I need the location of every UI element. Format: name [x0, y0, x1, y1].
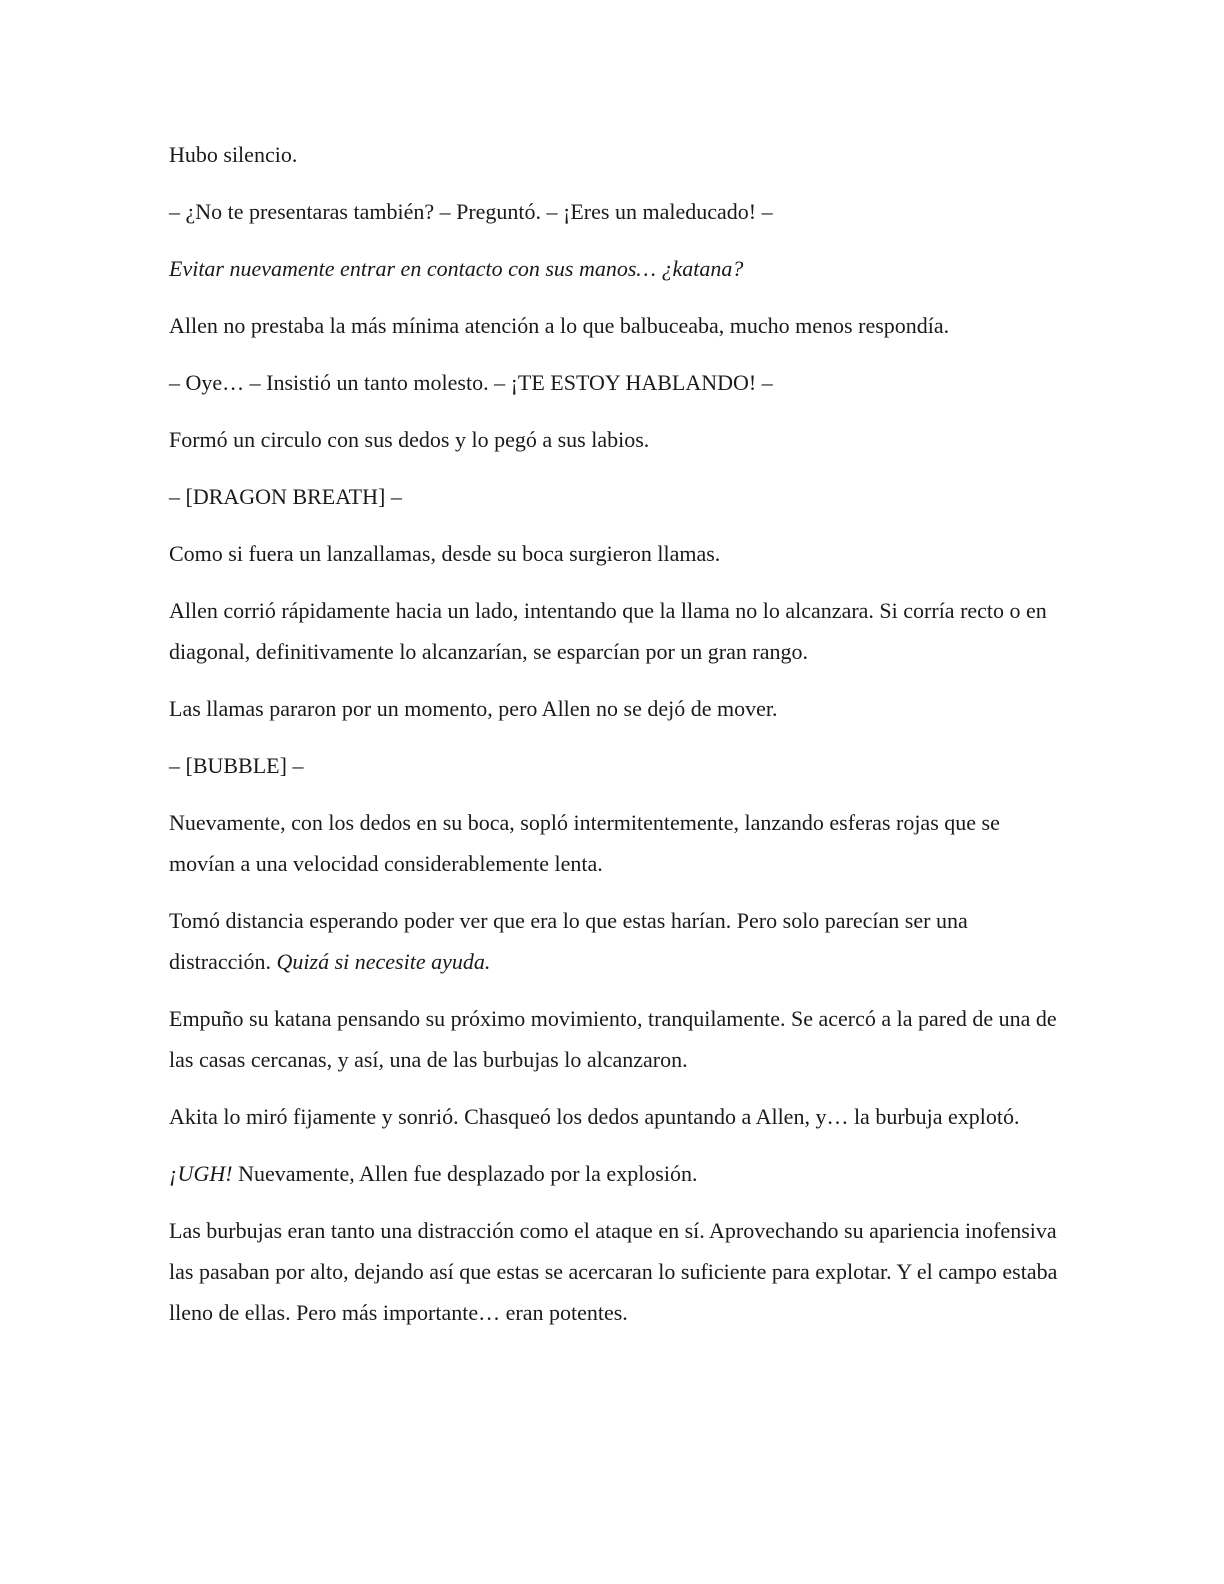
paragraph-text: Formó un circulo con sus dedos y lo pegó a sus labios. [169, 427, 650, 452]
paragraph [169, 305, 1059, 346]
paragraph [169, 191, 1059, 232]
paragraph-text: Las burbujas eran tanto una distracción como el ataque en sí. Aprovechando su apariencia inofensiva las pasaban por alto, dejando así que estas se acercaran lo suficiente para explotar. Y el campo estaba lleno de ellas. Pero más importante… eran potentes. [169, 1218, 1058, 1325]
paragraph-text: Empuño su katana pensando su próximo movimiento, tranquilamente. Se acercó a la pared de una de las casas cercanas, y así, una de las burbujas lo alcanzaron. [169, 1006, 1057, 1072]
paragraph [169, 802, 1059, 884]
paragraph-text: Allen corrió rápidamente hacia un lado, intentando que la llama no lo alcanzara. Si corría recto o en diagonal, definitivamente lo alcanzarían, se esparcían por un gran rango. [169, 598, 1047, 664]
paragraph-text: Allen no prestaba la más mínima atención a lo que balbuceaba, mucho menos respondía. [169, 313, 950, 338]
paragraph [169, 688, 1059, 729]
paragraph-text: – ¿No te presentaras también? – Preguntó. – ¡Eres un maleducado! – [169, 199, 773, 224]
document-body [169, 134, 1059, 1349]
paragraph-text: – Oye… – Insistió un tanto molesto. – ¡TE ESTOY HABLANDO! – [169, 370, 773, 395]
paragraph-text: Akita lo miró fijamente y sonrió. Chasqueó los dedos apuntando a Allen, y… la burbuja explotó. [169, 1104, 1020, 1129]
paragraph [169, 248, 1059, 289]
paragraph-italic-text: Evitar nuevamente entrar en contacto con sus manos… ¿katana? [169, 256, 744, 281]
paragraph [169, 134, 1059, 175]
paragraph-italic-text: ¡UGH! [169, 1161, 233, 1186]
paragraph-text: Tomó distancia esperando poder ver que era lo que estas harían. Pero solo parecían ser una distracción. [169, 908, 968, 974]
paragraph-text: Nuevamente, con los dedos en su boca, sopló intermitentemente, lanzando esferas rojas que se movían a una velocidad considerablemente lenta. [169, 810, 1000, 876]
paragraph [169, 476, 1059, 517]
paragraph-italic-text: Quizá si necesite ayuda. [276, 949, 491, 974]
paragraph-text: – [BUBBLE] – [169, 753, 304, 778]
paragraph [169, 900, 1059, 982]
paragraph [169, 1096, 1059, 1137]
paragraph-text: – [DRAGON BREATH] – [169, 484, 402, 509]
paragraph [169, 1153, 1059, 1194]
paragraph [169, 1210, 1059, 1333]
paragraph [169, 533, 1059, 574]
paragraph-text: Como si fuera un lanzallamas, desde su boca surgieron llamas. [169, 541, 721, 566]
paragraph [169, 419, 1059, 460]
paragraph [169, 745, 1059, 786]
paragraph-text: Nuevamente, Allen fue desplazado por la explosión. [232, 1161, 698, 1186]
paragraph-text: Las llamas pararon por un momento, pero Allen no se dejó de mover. [169, 696, 778, 721]
paragraph [169, 362, 1059, 403]
paragraph-text: Hubo silencio. [169, 142, 298, 167]
paragraph [169, 590, 1059, 672]
paragraph [169, 998, 1059, 1080]
